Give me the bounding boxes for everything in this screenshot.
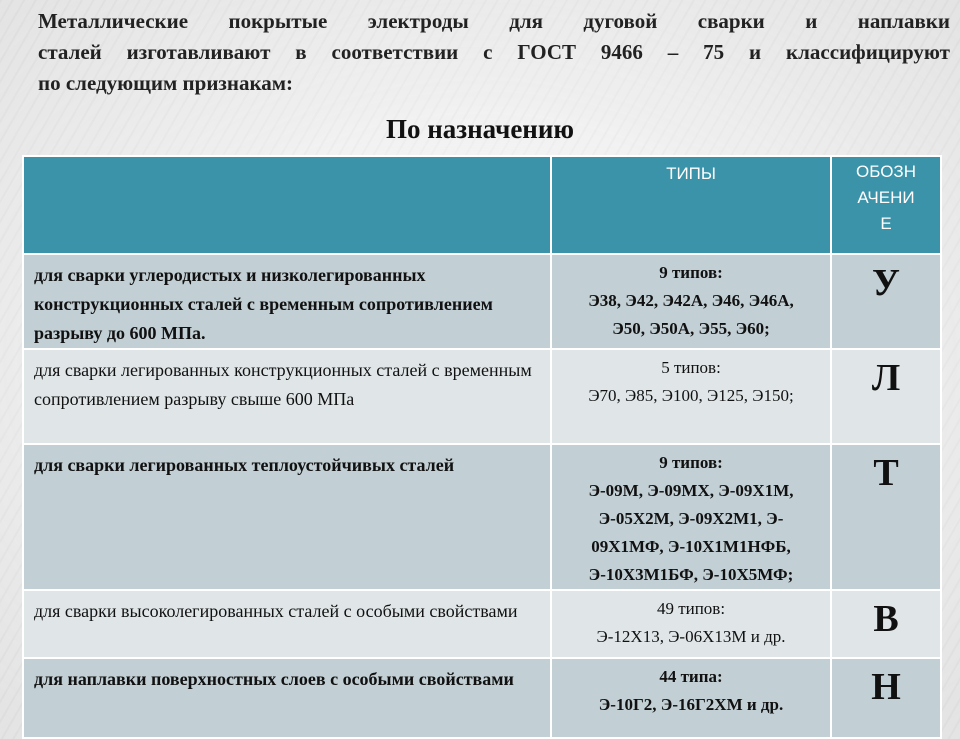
row-types bbox=[551, 444, 831, 590]
header-description bbox=[23, 156, 551, 254]
intro-line-2: сталей изготавливают в соответствии с ГОСТ 9466 – 75 и классифицируют bbox=[38, 40, 950, 64]
row-type-list: Э-10Х3М1БФ, Э-10Х5МФ; bbox=[588, 565, 794, 584]
section-heading: По назначению bbox=[385, 114, 575, 144]
row-description: для сварки углеродистых и низколегированных конструкционных сталей с временным сопротивлением разрыву до 600 МПа. bbox=[23, 254, 551, 349]
row-types bbox=[551, 254, 831, 349]
header-designation-line2: АЧЕНИ bbox=[857, 188, 915, 207]
row-code: Т bbox=[831, 444, 941, 590]
row-type-list: Э-10Г2, Э-16Г2ХМ и др. bbox=[598, 695, 784, 714]
row-type-list: Э-09М, Э-09МХ, Э-09Х1М, bbox=[588, 481, 794, 500]
table-row bbox=[23, 658, 941, 738]
header-designation-line3: Е bbox=[880, 214, 892, 233]
row-description: для сварки легированных конструкционных сталей с временным сопротивлением разрыву свыше 600 МПа bbox=[23, 349, 551, 444]
row-type-count: 49 типов: bbox=[656, 599, 726, 618]
row-type-list: Э-12Х13, Э-06Х13М и др. bbox=[596, 627, 786, 646]
row-code: Л bbox=[831, 349, 941, 444]
table-row bbox=[23, 349, 941, 444]
row-description: для сварки легированных теплоустойчивых сталей bbox=[23, 444, 551, 590]
row-type-list: Э70, Э85, Э100, Э125, Э150; bbox=[588, 386, 794, 405]
row-type-count: 9 типов: bbox=[659, 263, 723, 282]
intro-line-3: по следующим признакам: bbox=[38, 71, 294, 95]
row-type-list: Э-05Х2М, Э-09Х2М1, Э- bbox=[598, 509, 784, 528]
intro-line-1: Металлические покрытые электроды для дуговой сварки и наплавки bbox=[38, 9, 950, 33]
row-type-count: 44 типа: bbox=[659, 667, 723, 686]
header-types bbox=[551, 156, 831, 254]
row-code: В bbox=[831, 590, 941, 658]
row-type-list: Э38, Э42, Э42А, Э46, Э46А, bbox=[588, 291, 794, 310]
row-type-list: Э50, Э50А, Э55, Э60; bbox=[612, 319, 770, 338]
intro-paragraph bbox=[38, 6, 950, 99]
header-designation bbox=[831, 156, 941, 254]
header-designation-line1: ОБОЗН bbox=[856, 162, 916, 181]
row-types bbox=[551, 590, 831, 658]
row-type-count: 9 типов: bbox=[659, 453, 723, 472]
table-row bbox=[23, 254, 941, 349]
row-code: Н bbox=[831, 658, 941, 738]
row-description: для наплавки поверхностных слоев с особыми свойствами bbox=[23, 658, 551, 738]
header-types-label: ТИПЫ bbox=[666, 164, 716, 183]
table-row bbox=[23, 590, 941, 658]
row-type-count: 5 типов: bbox=[661, 358, 721, 377]
table-row bbox=[23, 444, 941, 590]
row-code: У bbox=[831, 254, 941, 349]
table-header-row bbox=[23, 156, 941, 254]
row-type-list: 09Х1МФ, Э-10Х1М1НФБ, bbox=[591, 537, 791, 556]
row-types bbox=[551, 349, 831, 444]
row-types bbox=[551, 658, 831, 738]
electrode-types-table bbox=[22, 155, 942, 739]
row-description: для сварки высоколегированных сталей с особыми свойствами bbox=[23, 590, 551, 658]
